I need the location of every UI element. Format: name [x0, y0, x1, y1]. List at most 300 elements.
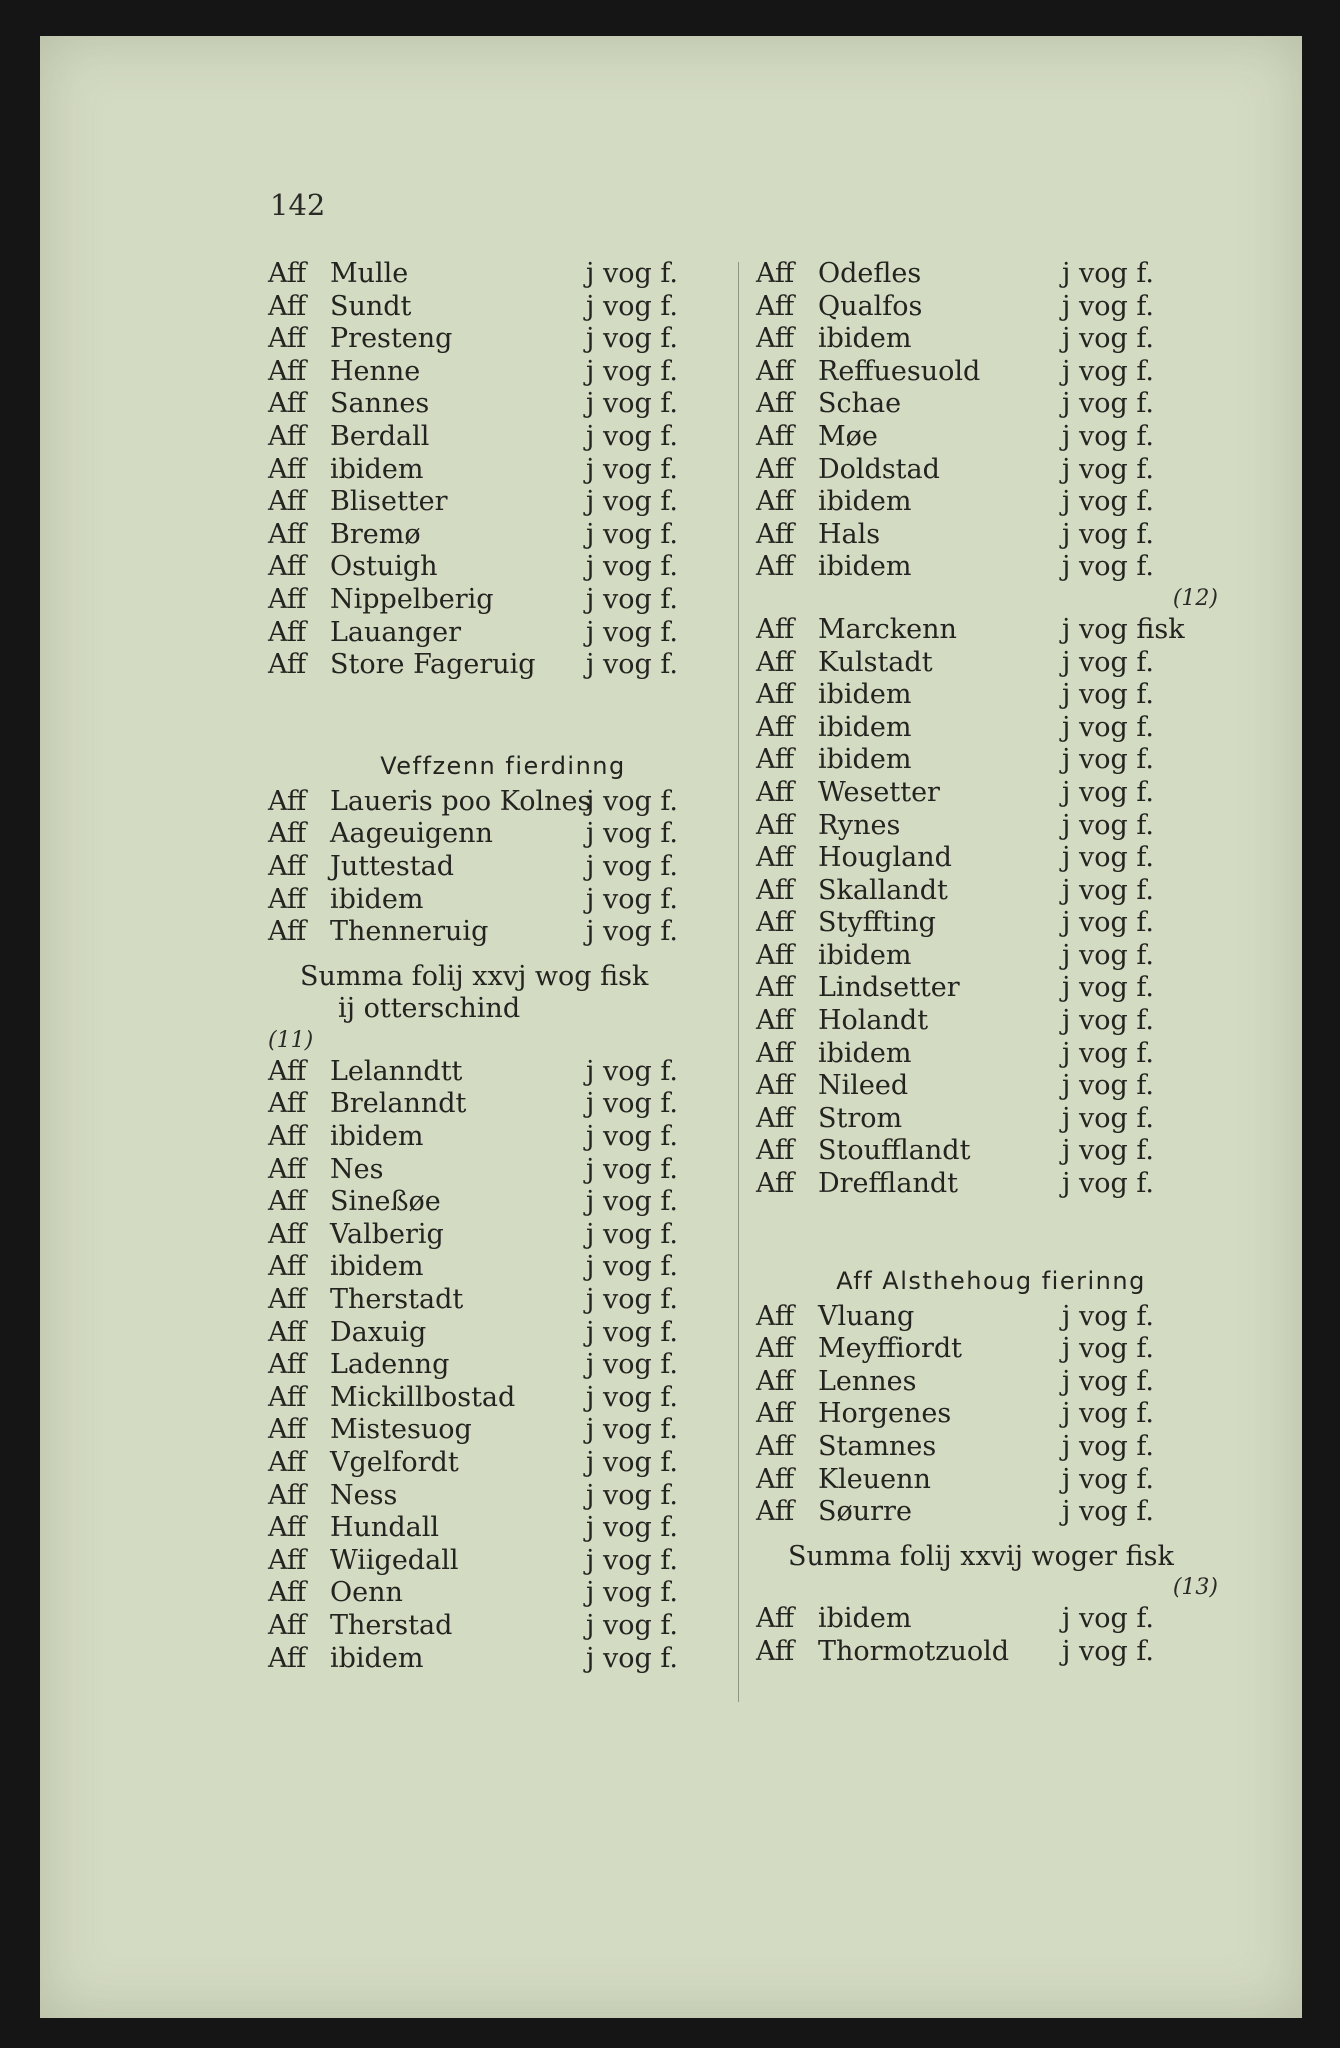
- entry-farm-name: Bremø: [330, 518, 421, 550]
- entry-amount: j vog f.: [1062, 420, 1154, 452]
- entry-farm-name: Henne: [330, 355, 421, 387]
- entry-amount: j vog f.: [586, 616, 678, 648]
- entry-row: [268, 1219, 738, 1252]
- entry-row: [268, 421, 738, 454]
- entry-prefix: Aff: [756, 1037, 795, 1069]
- left-block-1: [268, 258, 738, 682]
- right-column: [756, 258, 1226, 1669]
- entry-farm-name: Lennes: [818, 1365, 917, 1397]
- entry-prefix: Aff: [268, 1251, 307, 1283]
- entry-farm-name: Lauanger: [330, 616, 462, 648]
- entry-amount: j vog f.: [586, 1642, 678, 1674]
- entry-amount: j vog f.: [586, 1218, 678, 1250]
- entry-prefix: Aff: [268, 1218, 307, 1250]
- entry-prefix: Aff: [268, 388, 307, 420]
- entry-farm-name: Schae: [818, 388, 902, 420]
- entry-amount: j vog f.: [586, 1251, 678, 1283]
- entry-row: [268, 323, 738, 356]
- entry-amount: j vog f.: [586, 916, 678, 948]
- left-block-2: [268, 786, 738, 949]
- entry-prefix: Aff: [268, 850, 307, 882]
- right-block-3: [756, 1301, 1226, 1529]
- entry-prefix: Aff: [268, 1642, 307, 1674]
- entry-prefix: Aff: [756, 323, 795, 355]
- summa-line-1: Summa folij xxvij woger fisk: [788, 1540, 1174, 1572]
- entry-amount: j vog f.: [1062, 711, 1154, 743]
- entry-amount: j vog f.: [1062, 323, 1154, 355]
- entry-amount: j vog f.: [586, 486, 678, 518]
- entry-farm-name: Mistesuog: [330, 1414, 472, 1446]
- entry-farm-name: Nileed: [818, 1070, 909, 1102]
- entry-prefix: Aff: [268, 551, 307, 583]
- entry-row: [756, 1135, 1226, 1168]
- summa-total: [756, 1541, 1226, 1574]
- entry-prefix: Aff: [756, 613, 795, 645]
- entry-row: [756, 1636, 1226, 1669]
- entry-prefix: Aff: [268, 1121, 307, 1153]
- entry-farm-name: Strom: [818, 1102, 903, 1134]
- entry-farm-name: ibidem: [818, 1037, 912, 1069]
- entry-amount: j vog f.: [586, 1349, 678, 1381]
- entry-farm-name: ibidem: [818, 551, 912, 583]
- entry-row: [756, 1398, 1226, 1431]
- entry-row: [756, 1005, 1226, 1038]
- entry-prefix: Aff: [756, 939, 795, 971]
- entry-farm-name: Thenneruig: [330, 916, 489, 948]
- entry-prefix: Aff: [756, 711, 795, 743]
- section-heading: Veffzenn fierdinng: [380, 751, 626, 780]
- entry-row: [268, 649, 738, 682]
- entry-farm-name: Stamnes: [818, 1431, 937, 1462]
- entry-farm-name: Mulle: [330, 258, 409, 289]
- entry-amount: j vog f.: [586, 290, 678, 322]
- entry-row: [756, 486, 1226, 519]
- folio-marker: (11): [268, 1027, 314, 1053]
- entry-amount: j vog f.: [586, 1544, 678, 1576]
- entry-row: [268, 1414, 738, 1447]
- right-block-1: [756, 258, 1226, 584]
- entry-farm-name: Kleuenn: [818, 1463, 931, 1495]
- summa-total: [268, 961, 738, 1026]
- entry-farm-name: Laueris poo Kolnes: [330, 785, 592, 817]
- entry-amount: j vog fisk: [1062, 613, 1185, 645]
- entry-prefix: Aff: [268, 1512, 307, 1544]
- entry-prefix: Aff: [756, 972, 795, 1004]
- entry-prefix: Aff: [268, 486, 307, 518]
- entry-prefix: Aff: [756, 1070, 795, 1102]
- entry-row: [268, 454, 738, 487]
- entry-prefix: Aff: [756, 290, 795, 322]
- entry-prefix: Aff: [756, 1102, 795, 1134]
- entry-prefix: Aff: [268, 420, 307, 452]
- entry-farm-name: ibidem: [330, 1642, 424, 1674]
- entry-prefix: Aff: [268, 1349, 307, 1381]
- entry-farm-name: Stoufflandt: [818, 1135, 971, 1167]
- entry-farm-name: ibidem: [818, 711, 912, 743]
- entry-row: [756, 810, 1226, 843]
- right-block-2: [756, 614, 1226, 1201]
- entry-row: [268, 1121, 738, 1154]
- entry-row: [268, 916, 738, 949]
- entry-amount: j vog f.: [1062, 1168, 1154, 1200]
- entry-amount: j vog f.: [586, 1512, 678, 1544]
- entry-amount: j vog f.: [586, 323, 678, 355]
- entry-farm-name: Vgelfordt: [330, 1447, 459, 1478]
- entry-row: [756, 421, 1226, 454]
- entry-prefix: Aff: [268, 1186, 307, 1218]
- entry-amount: j vog f.: [1062, 1398, 1154, 1430]
- entry-row: [756, 1168, 1226, 1201]
- entry-row: [268, 1056, 738, 1089]
- entry-prefix: Aff: [268, 818, 307, 850]
- entry-farm-name: Vluang: [818, 1300, 915, 1332]
- entry-prefix: Aff: [756, 388, 795, 420]
- entry-amount: j vog f.: [586, 1088, 678, 1120]
- entry-prefix: Aff: [756, 1333, 795, 1365]
- entry-amount: j vog f.: [1062, 1135, 1154, 1167]
- entry-farm-name: ibidem: [330, 453, 424, 485]
- entry-amount: j vog f.: [586, 818, 678, 850]
- entry-farm-name: Ostuigh: [330, 551, 438, 583]
- entry-amount: j vog f.: [586, 1316, 678, 1348]
- entry-prefix: Aff: [756, 1603, 795, 1635]
- right-block-4: [756, 1603, 1226, 1668]
- entry-amount: j vog f.: [1062, 842, 1154, 874]
- entry-row: [756, 875, 1226, 908]
- entry-row: [268, 1577, 738, 1610]
- entry-amount: j vog f.: [586, 1186, 678, 1218]
- entry-farm-name: Reffuesuold: [818, 355, 981, 387]
- entry-amount: j vog f.: [1062, 972, 1154, 1004]
- entry-farm-name: Meyffiordt: [818, 1333, 962, 1365]
- entry-row: [268, 1349, 738, 1382]
- entry-row: [756, 972, 1226, 1005]
- entry-amount: j vog f.: [586, 1381, 678, 1413]
- entry-row: [268, 1610, 738, 1643]
- entry-amount: j vog f.: [1062, 1037, 1154, 1069]
- entry-prefix: Aff: [756, 874, 795, 906]
- entry-row: [756, 454, 1226, 487]
- entry-row: [756, 519, 1226, 552]
- folio-marker: (13): [1172, 1575, 1218, 1601]
- spacer: [268, 714, 738, 746]
- entry-row: [268, 786, 738, 819]
- entry-farm-name: ibidem: [818, 486, 912, 518]
- entry-row: [268, 1643, 738, 1676]
- entry-farm-name: Møe: [818, 420, 878, 452]
- entry-amount: j vog f.: [1062, 1070, 1154, 1102]
- entry-farm-name: Qualfos: [818, 290, 923, 322]
- entry-row: [268, 356, 738, 389]
- entry-row: [268, 1382, 738, 1415]
- entry-farm-name: Ness: [330, 1479, 398, 1511]
- entry-farm-name: Hundall: [330, 1512, 439, 1544]
- entry-prefix: Aff: [268, 1447, 307, 1478]
- entry-row: [756, 1431, 1226, 1464]
- entry-row: [756, 1333, 1226, 1366]
- entry-prefix: Aff: [268, 1316, 307, 1348]
- entry-farm-name: Sundt: [330, 290, 412, 322]
- entry-farm-name: Sannes: [330, 388, 430, 420]
- folio-marker: (12): [1172, 585, 1218, 611]
- entry-farm-name: Hals: [818, 518, 881, 550]
- entry-prefix: Aff: [756, 809, 795, 841]
- entry-prefix: Aff: [268, 649, 307, 681]
- entry-prefix: Aff: [268, 1088, 307, 1120]
- entry-farm-name: Wiigedall: [330, 1544, 459, 1576]
- entry-amount: j vog f.: [1062, 874, 1154, 906]
- entry-amount: j vog f.: [1062, 551, 1154, 583]
- entry-amount: j vog f.: [1062, 679, 1154, 711]
- entry-amount: j vog f.: [586, 1121, 678, 1153]
- entry-row: [756, 356, 1226, 389]
- entry-amount: j vog f.: [586, 355, 678, 387]
- entry-amount: j vog f.: [1062, 939, 1154, 971]
- entry-farm-name: Styffting: [818, 907, 936, 939]
- entry-farm-name: Søurre: [818, 1496, 912, 1528]
- entry-row: [268, 617, 738, 650]
- entry-amount: j vog f.: [586, 1153, 678, 1185]
- entry-amount: j vog f.: [1062, 1603, 1154, 1635]
- entry-farm-name: Presteng: [330, 323, 453, 355]
- entry-prefix: Aff: [268, 616, 307, 648]
- entry-farm-name: Wesetter: [818, 776, 940, 808]
- entry-row: [756, 1603, 1226, 1636]
- entry-farm-name: Horgenes: [818, 1398, 952, 1430]
- entry-amount: j vog f.: [1062, 1300, 1154, 1332]
- entry-row: [756, 842, 1226, 875]
- entry-amount: j vog f.: [586, 649, 678, 681]
- entry-farm-name: ibidem: [818, 939, 912, 971]
- entry-amount: j vog f.: [1062, 1005, 1154, 1037]
- entry-row: [268, 1186, 738, 1219]
- summa-line-2: ij otterschind: [338, 993, 521, 1025]
- entry-row: [268, 1154, 738, 1187]
- spacer: [756, 1201, 1226, 1233]
- entry-prefix: Aff: [268, 1284, 307, 1316]
- entry-prefix: Aff: [756, 551, 795, 583]
- left-column: [268, 258, 738, 1675]
- entry-prefix: Aff: [268, 583, 307, 615]
- entry-row: [756, 258, 1226, 291]
- entry-amount: j vog f.: [1062, 1431, 1154, 1462]
- entry-row: [756, 647, 1226, 680]
- entry-farm-name: Lelanndtt: [330, 1055, 463, 1087]
- entry-amount: j vog f.: [586, 883, 678, 915]
- entry-prefix: Aff: [268, 518, 307, 550]
- entry-farm-name: Therstadt: [330, 1284, 464, 1316]
- entry-farm-name: ibidem: [818, 679, 912, 711]
- entry-prefix: Aff: [268, 883, 307, 915]
- entry-row: [756, 1301, 1226, 1334]
- entry-amount: j vog f.: [1062, 744, 1154, 776]
- entry-farm-name: Doldstad: [818, 453, 940, 485]
- entry-farm-name: Kulstadt: [818, 646, 933, 678]
- entry-prefix: Aff: [756, 420, 795, 452]
- entry-amount: j vog f.: [586, 551, 678, 583]
- entry-prefix: Aff: [268, 258, 307, 289]
- entry-prefix: Aff: [756, 1135, 795, 1167]
- entry-prefix: Aff: [756, 1431, 795, 1462]
- entry-row: [756, 712, 1226, 745]
- entry-row: [268, 1512, 738, 1545]
- entry-amount: j vog f.: [1062, 776, 1154, 808]
- entry-row: [756, 323, 1226, 356]
- entry-amount: j vog f.: [1062, 907, 1154, 939]
- entry-row: [756, 1496, 1226, 1529]
- entry-farm-name: Therstad: [330, 1609, 453, 1641]
- entry-amount: j vog f.: [1062, 1635, 1154, 1667]
- entry-row: [756, 291, 1226, 324]
- entry-prefix: Aff: [756, 842, 795, 874]
- entry-prefix: Aff: [756, 907, 795, 939]
- entry-amount: j vog f.: [1062, 258, 1154, 289]
- entry-row: [756, 679, 1226, 712]
- entry-row: [268, 1447, 738, 1480]
- entry-prefix: Aff: [756, 355, 795, 387]
- entry-prefix: Aff: [268, 1577, 307, 1609]
- entry-prefix: Aff: [268, 1414, 307, 1446]
- entry-amount: j vog f.: [1062, 646, 1154, 678]
- entry-farm-name: ibidem: [330, 1121, 424, 1153]
- entry-farm-name: Odefles: [818, 258, 922, 289]
- entry-farm-name: Holandt: [818, 1005, 929, 1037]
- entry-amount: j vog f.: [586, 258, 678, 289]
- entry-farm-name: ibidem: [330, 883, 424, 915]
- entry-prefix: Aff: [268, 355, 307, 387]
- entry-amount: j vog f.: [1062, 290, 1154, 322]
- entry-prefix: Aff: [268, 785, 307, 817]
- entry-farm-name: Nes: [330, 1153, 384, 1185]
- entry-prefix: Aff: [268, 453, 307, 485]
- entry-amount: j vog f.: [586, 1414, 678, 1446]
- entry-prefix: Aff: [756, 679, 795, 711]
- entry-prefix: Aff: [756, 776, 795, 808]
- entry-farm-name: Store Fageruig: [330, 649, 536, 681]
- column-divider: [738, 262, 739, 1702]
- entry-amount: j vog f.: [586, 518, 678, 550]
- entry-row: [268, 1317, 738, 1350]
- entry-row: [756, 1464, 1226, 1497]
- entry-amount: j vog f.: [586, 420, 678, 452]
- entry-farm-name: Ladenng: [330, 1349, 450, 1381]
- entry-prefix: Aff: [268, 1381, 307, 1413]
- entry-amount: j vog f.: [586, 1577, 678, 1609]
- entry-farm-name: Skallandt: [818, 874, 948, 906]
- entry-farm-name: Oenn: [330, 1577, 403, 1609]
- entry-row: [756, 614, 1226, 647]
- entry-farm-name: Marckenn: [818, 613, 957, 645]
- entry-row: [268, 851, 738, 884]
- entry-prefix: Aff: [756, 1635, 795, 1667]
- entry-amount: j vog f.: [1062, 809, 1154, 841]
- entry-row: [756, 744, 1226, 777]
- entry-amount: j vog f.: [586, 1055, 678, 1087]
- entry-farm-name: Brelanndt: [330, 1088, 467, 1120]
- entry-farm-name: Rynes: [818, 809, 901, 841]
- page-number: 142: [270, 188, 326, 222]
- entry-farm-name: Drefflandt: [818, 1168, 958, 1200]
- entry-farm-name: ibidem: [330, 1251, 424, 1283]
- entry-amount: j vog f.: [586, 1479, 678, 1511]
- entry-row: [268, 551, 738, 584]
- entry-farm-name: Juttestad: [330, 850, 454, 882]
- entry-row: [268, 258, 738, 291]
- entry-amount: j vog f.: [586, 785, 678, 817]
- entry-prefix: Aff: [268, 1153, 307, 1185]
- entry-row: [268, 1480, 738, 1513]
- entry-farm-name: Thormotzuold: [818, 1635, 1010, 1667]
- entry-row: [756, 1366, 1226, 1399]
- entry-amount: j vog f.: [1062, 1365, 1154, 1397]
- section-heading: Aff Alsthehoug fierinng: [836, 1266, 1146, 1295]
- entry-prefix: Aff: [756, 1496, 795, 1528]
- entry-prefix: Aff: [268, 290, 307, 322]
- entry-row: [756, 388, 1226, 421]
- entry-row: [268, 1545, 738, 1578]
- entry-amount: j vog f.: [586, 453, 678, 485]
- entry-farm-name: Blisetter: [330, 486, 448, 518]
- entry-prefix: Aff: [268, 323, 307, 355]
- entry-prefix: Aff: [756, 1300, 795, 1332]
- entry-amount: j vog f.: [1062, 486, 1154, 518]
- entry-row: [268, 388, 738, 421]
- entry-row: [756, 1070, 1226, 1103]
- entry-farm-name: Berdall: [330, 420, 430, 452]
- entry-prefix: Aff: [756, 1398, 795, 1430]
- entry-prefix: Aff: [756, 486, 795, 518]
- entry-row: [756, 940, 1226, 973]
- entry-amount: j vog f.: [586, 850, 678, 882]
- entry-prefix: Aff: [756, 518, 795, 550]
- entry-amount: j vog f.: [586, 1447, 678, 1478]
- entry-row: [756, 1103, 1226, 1136]
- entry-farm-name: Nippelberig: [330, 583, 494, 615]
- entry-amount: j vog f.: [1062, 355, 1154, 387]
- entry-row: [268, 1088, 738, 1121]
- entry-farm-name: Mickillbostad: [330, 1381, 516, 1413]
- entry-row: [268, 584, 738, 617]
- entry-row: [268, 291, 738, 324]
- entry-row: [756, 907, 1226, 940]
- entry-amount: j vog f.: [1062, 518, 1154, 550]
- entry-prefix: Aff: [268, 1609, 307, 1641]
- entry-amount: j vog f.: [1062, 1102, 1154, 1134]
- entry-farm-name: Hougland: [818, 842, 952, 874]
- entry-farm-name: Aageuigenn: [330, 818, 493, 850]
- entry-prefix: Aff: [756, 1005, 795, 1037]
- entry-row: [268, 1284, 738, 1317]
- entry-amount: j vog f.: [586, 1284, 678, 1316]
- entry-farm-name: Lindsetter: [818, 972, 960, 1004]
- entry-row: [268, 884, 738, 917]
- entry-row: [268, 486, 738, 519]
- entry-row: [756, 777, 1226, 810]
- entry-amount: j vog f.: [1062, 1496, 1154, 1528]
- entry-farm-name: ibidem: [818, 1603, 912, 1635]
- entry-prefix: Aff: [756, 1365, 795, 1397]
- left-block-3: [268, 1056, 738, 1675]
- entry-prefix: Aff: [756, 1463, 795, 1495]
- entry-prefix: Aff: [756, 453, 795, 485]
- entry-amount: j vog f.: [586, 388, 678, 420]
- entry-prefix: Aff: [756, 744, 795, 776]
- entry-row: [756, 551, 1226, 584]
- summa-line-1: Summa folij xxvj wog fisk: [300, 960, 649, 992]
- entry-prefix: Aff: [756, 1168, 795, 1200]
- entry-amount: j vog f.: [586, 583, 678, 615]
- entry-prefix: Aff: [268, 1479, 307, 1511]
